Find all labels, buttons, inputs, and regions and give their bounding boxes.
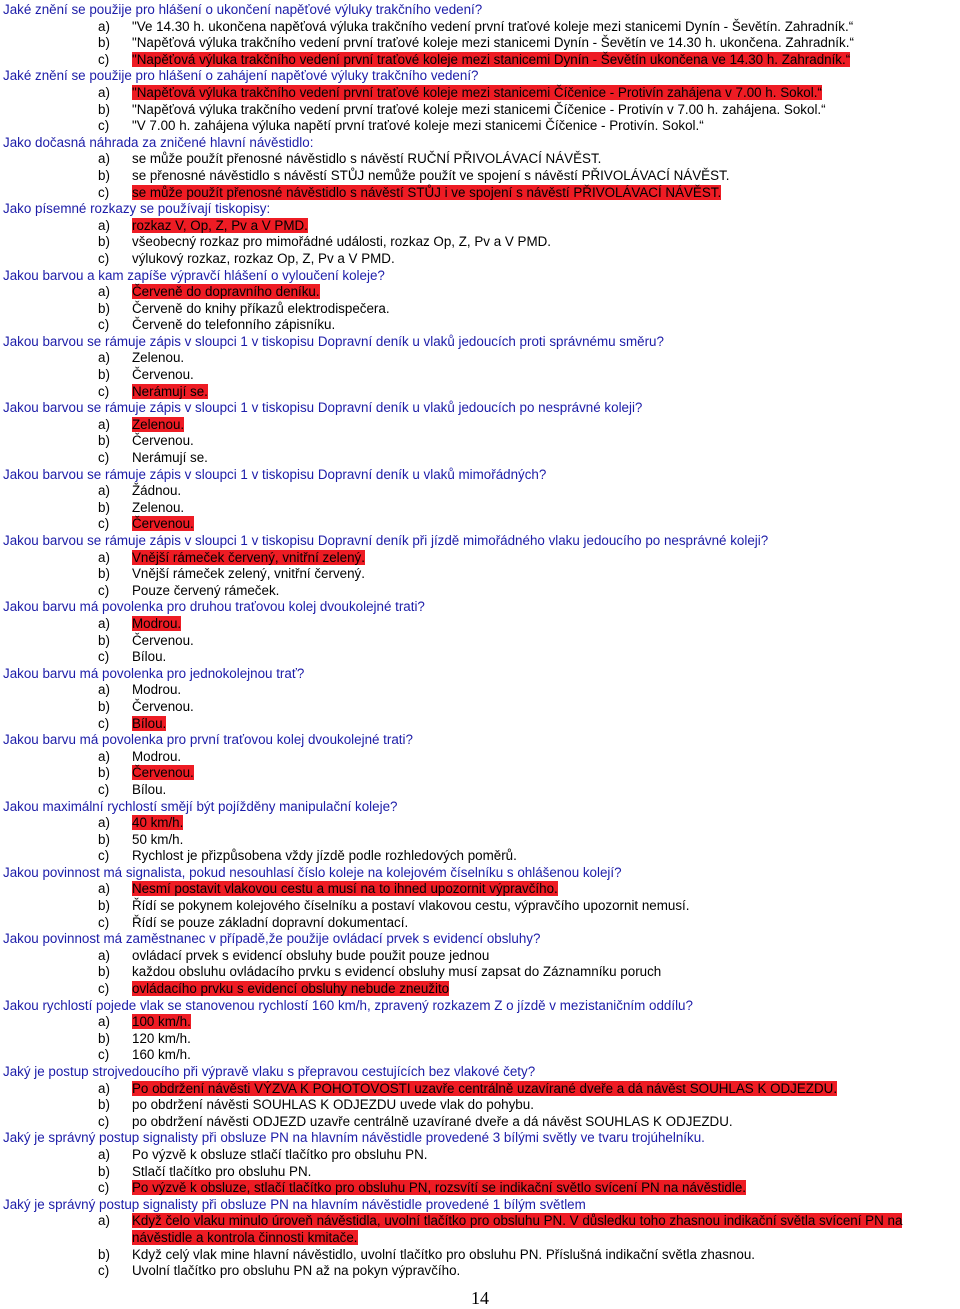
question-text: Jakou barvou se rámuje zápis v sloupci 1 v tiskopisu Dopravní deník při jízdě mimořádného vlaku jedoucího po nesprávné koleji? xyxy=(3,533,769,548)
answer-option-correct xyxy=(3,765,958,782)
option-letter: a) xyxy=(98,947,110,963)
answer-text: Řídí se pokynem kolejového číselníku a postaví vlakovou cestu, výpravčího upozornit nemusí. xyxy=(132,898,690,914)
answer-text: Řídí se pouze základní dopravní dokumentací. xyxy=(132,914,409,930)
option-letter: c) xyxy=(98,250,110,266)
option-letter: b) xyxy=(98,765,110,781)
answer-option xyxy=(3,583,958,600)
answer-text: Červenou. xyxy=(132,367,194,383)
highlighted-answer-text: Po výzvě k obsluze, stlačí tlačítko pro obsluhu PN, rozsvítí se indikační světlo svícení PN na návěstidle. xyxy=(132,1180,747,1196)
highlighted-answer-text: se může použít přenosné návěstidlo s návěstí STŮJ i ve spojení s návěstí PŘIVOLÁVACÍ NÁVĚST. xyxy=(132,184,722,200)
option-letter: c) xyxy=(98,981,110,997)
highlighted-answer-text: Bílou. xyxy=(132,715,167,731)
answer-option xyxy=(3,367,958,384)
answer-option xyxy=(3,649,958,666)
answer-option-correct xyxy=(3,185,958,202)
answer-option xyxy=(3,168,958,185)
answer-option-correct xyxy=(3,417,958,434)
answer-option xyxy=(3,450,958,467)
highlighted-answer-text: "Napěťová výluka trakčního vedení první traťové koleje mezi stanicemi Číčenice - Protivín zahájena v 7.00 h. Sokol.“ xyxy=(132,84,822,100)
answer-option xyxy=(3,832,958,849)
answer-text: Bílou. xyxy=(132,781,167,797)
answer-option-correct xyxy=(3,284,958,301)
answer-text: "Napěťová výluka trakčního vedení první traťové koleje mezi stanicemi Číčenice - Protivín v 7.00 h. zahájena. Sokol.“ xyxy=(132,101,826,117)
option-letter: c) xyxy=(98,1263,110,1279)
option-letter: c) xyxy=(98,715,110,731)
option-letter: c) xyxy=(98,914,110,930)
answer-option xyxy=(3,234,958,251)
answer-text: Zelenou. xyxy=(132,350,185,366)
option-letter: b) xyxy=(98,433,110,449)
option-letter: b) xyxy=(98,1030,110,1046)
answer-option xyxy=(3,566,958,583)
option-letter: c) xyxy=(98,118,110,134)
answer-text: Modrou. xyxy=(132,682,182,698)
answer-option-correct xyxy=(3,881,958,898)
option-letter: a) xyxy=(98,549,110,565)
question-text: Jakou barvou se rámuje zápis v sloupci 1 v tiskopisu Dopravní deník u vlaků jedoucích proti správnému směru? xyxy=(3,333,664,349)
answer-option xyxy=(3,1114,958,1131)
answer-text: všeobecný rozkaz pro mimořádné události, rozkaz Op, Z, Pv a V PMD. xyxy=(132,234,551,250)
answer-option xyxy=(3,118,958,135)
option-letter: b) xyxy=(98,35,110,51)
option-letter: c) xyxy=(98,450,110,466)
option-letter: a) xyxy=(98,1146,110,1162)
answer-option xyxy=(3,1247,958,1264)
answer-option xyxy=(3,1031,958,1048)
option-letter: b) xyxy=(98,1097,110,1113)
question-text: Jaký je správný postup signalisty při obsluze PN na hlavním návěstidle provedené 3 bílými světly ve tvaru trojúhelníku. xyxy=(3,1130,705,1146)
highlighted-answer-text: Modrou. xyxy=(132,615,182,631)
answer-text: "Ve 14.30 h. ukončena napěťová výluka trakčního vedení první traťové koleje mezi stanicemi Dynín - Ševětín. Zahradník.“ xyxy=(132,18,854,34)
option-letter: c) xyxy=(98,649,110,665)
answer-text: 120 km/h. xyxy=(132,1030,191,1046)
question-text: Jakou povinnost má signalista, pokud nesouhlasí číslo koleje na kolejovém číselníku s ohlášenou kolejí? xyxy=(3,864,622,880)
answer-text: Když celý vlak mine hlavní návěstidlo, uvolní tlačítko pro obsluhu PN. Příslušná indikační světla zhasnou. xyxy=(132,1246,755,1262)
question-text: Jakou barvou se rámuje zápis v sloupci 1 v tiskopisu Dopravní deník u vlaků mimořádných? xyxy=(3,466,547,482)
answer-option xyxy=(3,782,958,799)
answer-option xyxy=(3,915,958,932)
answer-text: Červeně do telefonního zápisníku. xyxy=(132,317,336,333)
highlighted-answer-text: 40 km/h. xyxy=(132,815,184,831)
option-letter: c) xyxy=(98,383,110,399)
answer-option-correct xyxy=(3,981,958,998)
answer-option xyxy=(3,251,958,268)
question-text: Jakou barvu má povolenka pro první traťovou kolej dvoukolejné trati? xyxy=(3,732,413,748)
option-letter: b) xyxy=(98,167,110,183)
option-letter: a) xyxy=(98,815,110,831)
option-letter: c) xyxy=(98,582,110,598)
question-text: Jaký je správný postup signalisty při obsluze PN na hlavním návěstidle provedené 1 bílým světlem xyxy=(3,1196,586,1212)
option-letter: c) xyxy=(98,848,110,864)
option-letter: c) xyxy=(98,781,110,797)
option-letter: c) xyxy=(98,1180,110,1196)
option-letter: c) xyxy=(98,51,110,67)
option-letter: b) xyxy=(98,898,110,914)
answer-option-correct xyxy=(3,550,958,567)
option-letter: b) xyxy=(98,632,110,648)
option-letter: b) xyxy=(98,101,110,117)
highlighted-answer-text: Červenou. xyxy=(132,516,194,532)
answer-text: Nerámují se. xyxy=(132,450,208,466)
option-letter: c) xyxy=(98,184,110,200)
option-letter: b) xyxy=(98,831,110,847)
answer-text: Stlačí tlačítko pro obsluhu PN. xyxy=(132,1163,312,1179)
answer-option xyxy=(3,151,958,168)
option-letter: b) xyxy=(98,367,110,383)
question-text: Jako dočasná náhrada za zničené hlavní návěstidlo: xyxy=(3,134,314,150)
answer-text: "V 7.00 h. zahájena výluka napětí první traťové koleje mezi stanicemi Číčenice - Protivín. Sokol.“ xyxy=(132,118,704,134)
answer-option-correct xyxy=(3,384,958,401)
highlighted-answer-text: Červenou. xyxy=(132,765,194,781)
option-letter: c) xyxy=(98,1047,110,1063)
option-letter: b) xyxy=(98,698,110,714)
answer-option-correct xyxy=(3,52,958,69)
highlighted-answer-text: Vnější rámeček červený, vnitřní zelený. xyxy=(132,549,365,565)
answer-option xyxy=(3,500,958,517)
question-text: Jakou povinnost má zaměstnanec v případě,že použije ovládací prvek s evidencí obsluhy? xyxy=(3,931,541,947)
option-letter: b) xyxy=(98,300,110,316)
option-letter: a) xyxy=(98,284,110,300)
answer-option xyxy=(3,350,958,367)
answer-text: Zelenou. xyxy=(132,499,185,515)
answer-option-correct xyxy=(3,1213,958,1246)
answer-option xyxy=(3,633,958,650)
highlighted-answer-text: Po obdržení návěsti VÝZVA K POHOTOVOSTI uzavře centrálně uzavírané dveře a dá návěst SOUHLAS K ODJEZDU. xyxy=(132,1080,838,1096)
answer-option-correct xyxy=(3,85,958,102)
answer-option xyxy=(3,848,958,865)
answer-option xyxy=(3,1097,958,1114)
answer-text: Červenou. xyxy=(132,433,194,449)
answer-text: Červeně do knihy příkazů elektrodispečera. xyxy=(132,300,390,316)
question-text: Jaký je postup strojvedoucího při výpravě vlaku s přepravou cestujících bez vlakové čety? xyxy=(3,1064,536,1079)
answer-option xyxy=(3,1263,958,1280)
option-letter: b) xyxy=(98,1246,110,1262)
answer-text: Bílou. xyxy=(132,649,167,665)
highlighted-answer-text: Když čelo vlaku minulo úroveň návěstidla, uvolní tlačítko pro obsluhu PN. V důsledku toho zhasnou indikační světla svícení PN na návěstidle a kontrola činnosti kmitače. xyxy=(132,1213,903,1245)
question-text: Jakou barvu má povolenka pro jednokolejnou trať? xyxy=(3,665,305,681)
answer-option xyxy=(3,682,958,699)
answer-option xyxy=(3,19,958,36)
answer-option-correct xyxy=(3,716,958,733)
option-letter: c) xyxy=(98,1113,110,1129)
question-text: Jakou barvou se rámuje zápis v sloupci 1 v tiskopisu Dopravní deník u vlaků jedoucích po nesprávné koleji? xyxy=(3,400,643,416)
highlighted-answer-text: "Napěťová výluka trakčního vedení první traťové koleje mezi stanicemi Dynín - Ševětín ukončena ve 14.30 h. Zahradník.“ xyxy=(132,51,851,67)
option-letter: c) xyxy=(98,317,110,333)
answer-option xyxy=(3,483,958,500)
answer-option-correct xyxy=(3,1014,958,1031)
answer-option xyxy=(3,1147,958,1164)
question-text: Jakou barvu má povolenka pro druhou traťovou kolej dvoukolejné trati? xyxy=(3,599,425,615)
answer-text: Uvolní tlačítko pro obsluhu PN až na pokyn výpravčího. xyxy=(132,1263,461,1279)
answer-option xyxy=(3,699,958,716)
answer-text: se přenosné návěstidlo s návěstí STŮJ nemůže použít ve spojení s návěstí PŘIVOLÁVACÍ NÁVĚST. xyxy=(132,167,730,183)
option-letter: a) xyxy=(98,84,110,100)
option-letter: a) xyxy=(98,350,110,366)
question-text: Jakou maximální rychlostí smějí být pojížděny manipulační koleje? xyxy=(3,798,398,814)
option-letter: a) xyxy=(98,151,110,167)
answer-text: Po výzvě k obsluze stlačí tlačítko pro obsluhu PN. xyxy=(132,1146,428,1162)
highlighted-answer-text: 100 km/h. xyxy=(132,1014,191,1030)
question-text: Jako písemné rozkazy se používají tiskopisy: xyxy=(3,201,271,217)
answer-option xyxy=(3,898,958,915)
option-letter: a) xyxy=(98,615,110,631)
answer-option-correct xyxy=(3,1081,958,1098)
option-letter: b) xyxy=(98,964,110,980)
highlighted-answer-text: Červeně do dopravního deníku. xyxy=(132,284,320,300)
answer-text: 160 km/h. xyxy=(132,1047,191,1063)
answer-text: Červenou. xyxy=(132,632,194,648)
answer-option-correct xyxy=(3,815,958,832)
option-letter: b) xyxy=(98,499,110,515)
answer-text: po obdržení návěsti ODJEZD uzavře centrálně uzavírané dveře a dá návěst SOUHLAS K ODJEZDU. xyxy=(132,1113,733,1129)
question-text: Jaké znění se použije pro hlášení o ukončení napěťové výluky trakčního vedení? xyxy=(3,2,483,17)
answer-option xyxy=(3,948,958,965)
answer-text: 50 km/h. xyxy=(132,831,184,847)
highlighted-answer-text: Nerámují se. xyxy=(132,383,208,399)
answer-option xyxy=(3,1164,958,1181)
answer-text: Červenou. xyxy=(132,698,194,714)
answer-option xyxy=(3,964,958,981)
answer-option-correct xyxy=(3,218,958,235)
highlighted-answer-text: Nesmí postavit vlakovou cestu a musí na to ihned upozornit výpravčího. xyxy=(132,881,558,897)
question-text: Jakou barvou a kam zapíše výpravčí hlášení o vyloučení koleje? xyxy=(3,267,385,283)
answer-option-correct xyxy=(3,1180,958,1197)
question-text: Jakou rychlostí pojede vlak se stanovenou rychlostí 160 km/h, zpravený rozkazem Z o jízdě v mezistaničním oddílu? xyxy=(3,997,693,1013)
question-text: Jaké znění se použije pro hlášení o zahájení napěťové výluky trakčního vedení? xyxy=(3,68,479,84)
answer-text: Vnější rámeček zelený, vnitřní červený. xyxy=(132,566,365,582)
highlighted-answer-text: Zelenou. xyxy=(132,416,185,432)
answer-option xyxy=(3,433,958,450)
option-letter: a) xyxy=(98,1080,110,1096)
option-letter: c) xyxy=(98,516,110,532)
option-letter: a) xyxy=(98,1213,110,1229)
answer-text: po obdržení návěsti SOUHLAS K ODJEZDU uvede vlak do pohybu. xyxy=(132,1097,534,1113)
option-letter: a) xyxy=(98,217,110,233)
answer-text: ovládací prvek s evidencí obsluhy bude použit pouze jednou xyxy=(132,947,490,963)
question-list xyxy=(3,2,958,1280)
highlighted-answer-text: ovládacího prvku s evidencí obsluhy nebude zneužito xyxy=(132,981,450,997)
answer-option-correct xyxy=(3,616,958,633)
option-letter: b) xyxy=(98,234,110,250)
answer-text: výlukový rozkaz, rozkaz Op, Z, Pv a V PMD. xyxy=(132,250,395,266)
answer-text: Žádnou. xyxy=(132,483,182,499)
answer-text: se může použít přenosné návěstidlo s návěstí RUČNÍ PŘIVOLÁVACÍ NÁVĚST. xyxy=(132,151,602,167)
answer-option xyxy=(3,1047,958,1064)
answer-option xyxy=(3,317,958,334)
answer-option xyxy=(3,102,958,119)
answer-option xyxy=(3,749,958,766)
answer-text: Modrou. xyxy=(132,748,182,764)
option-letter: a) xyxy=(98,682,110,698)
answer-text: Rychlost je přizpůsobena vždy jízdě podle rozhledových poměrů. xyxy=(132,848,517,864)
option-letter: a) xyxy=(98,748,110,764)
option-letter: b) xyxy=(98,1163,110,1179)
highlighted-answer-text: rozkaz V, Op, Z, Pv a V PMD. xyxy=(132,217,308,233)
option-letter: a) xyxy=(98,483,110,499)
option-letter: b) xyxy=(98,566,110,582)
answer-text: každou obsluhu ovládacího prvku s evidencí obsluhy musí zapsat do Záznamníku poruch xyxy=(132,964,662,980)
answer-option xyxy=(3,35,958,52)
answer-option xyxy=(3,301,958,318)
answer-option-correct xyxy=(3,516,958,533)
option-letter: a) xyxy=(98,18,110,34)
page-number: 14 xyxy=(471,1288,489,1308)
answer-text: Pouze červený rámeček. xyxy=(132,582,280,598)
answer-text: "Napěťová výluka trakčního vedení první traťové koleje mezi stanicemi Dynín - Ševětín ve 14.30 h. ukončena. Zahradník.“ xyxy=(132,35,854,51)
option-letter: a) xyxy=(98,1014,110,1030)
option-letter: a) xyxy=(98,881,110,897)
option-letter: a) xyxy=(98,416,110,432)
